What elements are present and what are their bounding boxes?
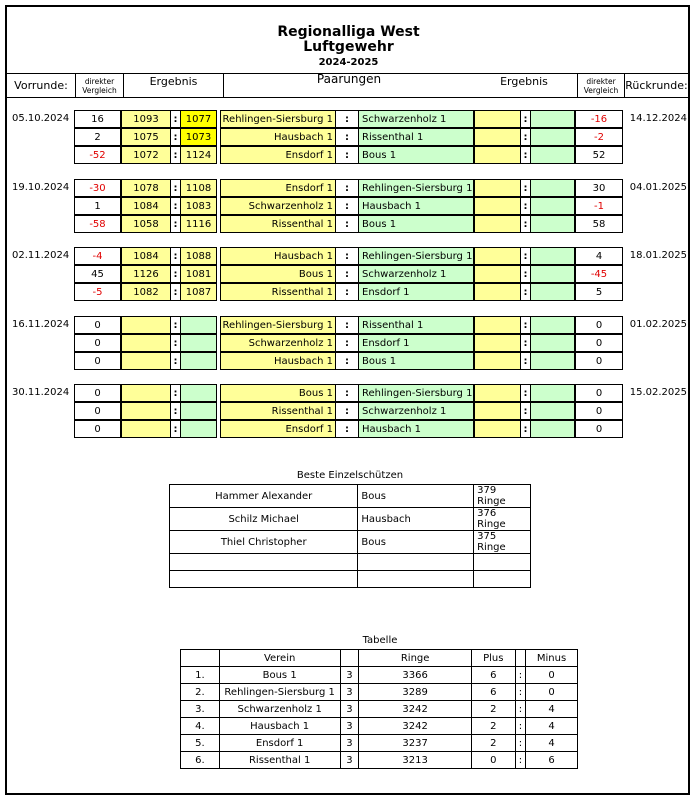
team-away: Ensdorf 1 (358, 283, 474, 301)
plus-points: 0 (471, 752, 515, 769)
standings-row (181, 701, 578, 718)
plus-points: 6 (471, 667, 515, 684)
result-home (121, 384, 171, 402)
return-result-separator: : (521, 179, 530, 197)
shooter-name (170, 554, 358, 571)
result-separator: : (171, 179, 180, 197)
result-separator: : (171, 110, 180, 128)
team-home: Bous 1 (220, 265, 336, 283)
direct-comparison: -4 (74, 247, 121, 265)
fixture-row (0, 215, 697, 233)
standings-row (181, 735, 578, 752)
points-separator: : (515, 752, 525, 769)
shooter-club (358, 554, 474, 571)
result-away (180, 352, 217, 370)
team-home: Ensdorf 1 (220, 146, 336, 164)
direkter-vergleich-header (76, 74, 123, 97)
return-result-away (530, 316, 575, 334)
result-separator: : (171, 420, 180, 438)
direct-comparison: -58 (74, 215, 121, 233)
team-home: Rissenthal 1 (220, 402, 336, 420)
rank: 1. (181, 667, 220, 684)
standings-title: Tabelle (362, 635, 398, 646)
plus-points: 2 (471, 718, 515, 735)
games-played: 3 (340, 701, 359, 718)
pairing-separator: : (336, 420, 358, 438)
team-home: Ensdorf 1 (220, 179, 336, 197)
team-home: Schwarzenholz 1 (220, 197, 336, 215)
total-rings: 3289 (359, 684, 471, 701)
fixture-row (0, 265, 697, 283)
games-played: 3 (340, 684, 359, 701)
team-home: Schwarzenholz 1 (220, 334, 336, 352)
vergleich-label-right: Vergleich (583, 85, 619, 95)
rank: 3. (181, 701, 220, 718)
result-home (121, 420, 171, 438)
direct-comparison: 0 (74, 316, 121, 334)
paarungen-header: Paarungen (316, 72, 382, 86)
team-home: Rehlingen-Siersburg 1 (220, 316, 336, 334)
result-away: 1108 (180, 179, 217, 197)
result-home: 1058 (121, 215, 171, 233)
result-home: 1072 (121, 146, 171, 164)
team-away: Hausbach 1 (358, 420, 474, 438)
team-home: Bous 1 (220, 384, 336, 402)
return-result-away (530, 420, 575, 438)
return-result-away (530, 384, 575, 402)
team-away: Rehlingen-Siersburg 1 (358, 247, 474, 265)
result-away: 1081 (180, 265, 217, 283)
pairing-separator: : (336, 215, 358, 233)
team-home: Rissenthal 1 (220, 215, 336, 233)
minus-points: 6 (526, 752, 578, 769)
shooter-club: Hausbach (358, 508, 474, 531)
shooter-name: Hammer Alexander (170, 485, 358, 508)
return-result-away (530, 179, 575, 197)
return-result-separator: : (521, 384, 530, 402)
return-result-away (530, 247, 575, 265)
return-result-home (474, 283, 521, 301)
plus-points: 2 (471, 701, 515, 718)
pairing-separator: : (336, 146, 358, 164)
return-result-separator: : (521, 402, 530, 420)
return-result-away (530, 146, 575, 164)
pairing-separator: : (336, 402, 358, 420)
fixture-row (0, 128, 697, 146)
direct-comparison: 0 (74, 402, 121, 420)
team-away: Schwarzenholz 1 (358, 265, 474, 283)
club-name: Schwarzenholz 1 (219, 701, 340, 718)
return-result-away (530, 197, 575, 215)
vorrunde-header: Vorrunde: (14, 79, 68, 92)
plus-points: 6 (471, 684, 515, 701)
shooter-club: Bous (358, 485, 474, 508)
team-away: Rehlingen-Siersburg 1 (358, 179, 474, 197)
result-separator: : (171, 352, 180, 370)
return-result-separator: : (521, 215, 530, 233)
pairing-separator: : (336, 316, 358, 334)
return-result-home (474, 402, 521, 420)
total-rings: 3366 (359, 667, 471, 684)
standings-row (181, 667, 578, 684)
result-away (180, 384, 217, 402)
result-separator: : (171, 283, 180, 301)
pairing-separator: : (336, 384, 358, 402)
club-name: Rehlingen-Siersburg 1 (219, 684, 340, 701)
fixture-row (0, 316, 697, 334)
result-home: 1075 (121, 128, 171, 146)
rueckrunde-header: Rückrunde: (625, 79, 688, 92)
return-result-separator: : (521, 146, 530, 164)
direct-comparison: -30 (74, 179, 121, 197)
team-away: Schwarzenholz 1 (358, 110, 474, 128)
direct-comparison: -5 (74, 283, 121, 301)
team-away: Bous 1 (358, 146, 474, 164)
result-away: 1087 (180, 283, 217, 301)
direct-comparison: 1 (74, 197, 121, 215)
result-home (121, 316, 171, 334)
return-result-home (474, 128, 521, 146)
fixture-row (0, 334, 697, 352)
fixture-row (0, 384, 697, 402)
shooter-score (474, 571, 531, 588)
return-result-separator: : (521, 247, 530, 265)
games-played: 3 (340, 718, 359, 735)
games-header (340, 650, 359, 667)
rueckrunde-date: 18.01.2025 (629, 250, 687, 261)
return-result-home (474, 420, 521, 438)
games-played: 3 (340, 735, 359, 752)
club-name: Rissenthal 1 (219, 752, 340, 769)
vorrunde-date: 16.11.2024 (12, 319, 70, 330)
return-result-home (474, 316, 521, 334)
shooter-club: Bous (358, 531, 474, 554)
return-direct-comparison: -1 (575, 197, 623, 215)
club-name: Bous 1 (219, 667, 340, 684)
return-result-home (474, 247, 521, 265)
fixture-row (0, 283, 697, 301)
direct-comparison: -52 (74, 146, 121, 164)
return-direct-comparison: 0 (575, 316, 623, 334)
ergebnis-header-left: Ergebnis (149, 75, 198, 88)
return-result-home (474, 352, 521, 370)
points-separator: : (515, 718, 525, 735)
points-separator: : (515, 684, 525, 701)
shooter-score: 379 Ringe (474, 485, 531, 508)
points-separator: : (515, 667, 525, 684)
result-separator: : (171, 384, 180, 402)
return-result-away (530, 110, 575, 128)
result-away: 1073 (180, 128, 217, 146)
result-home: 1126 (121, 265, 171, 283)
return-direct-comparison: 5 (575, 283, 623, 301)
result-separator: : (171, 334, 180, 352)
vorrunde-date: 02.11.2024 (12, 250, 70, 261)
return-result-home (474, 334, 521, 352)
return-direct-comparison: 58 (575, 215, 623, 233)
result-separator: : (171, 247, 180, 265)
colon-header (515, 650, 525, 667)
result-home: 1078 (121, 179, 171, 197)
result-home: 1084 (121, 247, 171, 265)
team-home: Hausbach 1 (220, 247, 336, 265)
fixture-row (0, 179, 697, 197)
return-direct-comparison: 0 (575, 334, 623, 352)
club-name: Ensdorf 1 (219, 735, 340, 752)
result-home (121, 334, 171, 352)
team-home: Ensdorf 1 (220, 420, 336, 438)
result-separator: : (171, 316, 180, 334)
result-home: 1082 (121, 283, 171, 301)
games-played: 3 (340, 667, 359, 684)
return-direct-comparison: -16 (575, 110, 623, 128)
team-away: Bous 1 (358, 352, 474, 370)
fixture-row (0, 352, 697, 370)
vorrunde-date: 30.11.2024 (12, 387, 70, 398)
return-result-separator: : (521, 110, 530, 128)
return-result-separator: : (521, 128, 530, 146)
pairing-separator: : (336, 283, 358, 301)
team-away: Schwarzenholz 1 (358, 402, 474, 420)
standings-header-row (181, 650, 578, 667)
team-away: Rissenthal 1 (358, 128, 474, 146)
result-separator: : (171, 215, 180, 233)
result-home (121, 402, 171, 420)
pairing-separator: : (336, 128, 358, 146)
fixture-row (0, 402, 697, 420)
minus-points: 4 (526, 735, 578, 752)
pairing-separator: : (336, 179, 358, 197)
total-rings: 3242 (359, 718, 471, 735)
direkter-vergleich-header-right (578, 74, 624, 97)
minus-points: 4 (526, 701, 578, 718)
fixture-row (0, 197, 697, 215)
rank: 6. (181, 752, 220, 769)
direct-comparison: 0 (74, 352, 121, 370)
result-away (180, 316, 217, 334)
return-direct-comparison: 0 (575, 352, 623, 370)
standings-table (180, 649, 578, 769)
result-away: 1124 (180, 146, 217, 164)
direct-comparison: 0 (74, 334, 121, 352)
return-direct-comparison: -45 (575, 265, 623, 283)
season-label: 2024-2025 (318, 57, 379, 68)
return-result-away (530, 352, 575, 370)
result-separator: : (171, 128, 180, 146)
result-away: 1077 (180, 110, 217, 128)
result-away (180, 334, 217, 352)
best-shooter-row (170, 508, 531, 531)
fixture-row (0, 247, 697, 265)
minus-points: 0 (526, 684, 578, 701)
plus-header: Plus (471, 650, 515, 667)
team-home: Rissenthal 1 (220, 283, 336, 301)
result-home: 1084 (121, 197, 171, 215)
pairing-separator: : (336, 247, 358, 265)
return-result-away (530, 265, 575, 283)
standings-row (181, 684, 578, 701)
shooter-name: Schilz Michael (170, 508, 358, 531)
team-away: Bous 1 (358, 215, 474, 233)
result-separator: : (171, 265, 180, 283)
games-played: 3 (340, 752, 359, 769)
shooter-name: Thiel Christopher (170, 531, 358, 554)
team-home: Rehlingen-Siersburg 1 (220, 110, 336, 128)
return-result-separator: : (521, 197, 530, 215)
shooter-score: 376 Ringe (474, 508, 531, 531)
best-shooter-row (170, 571, 531, 588)
result-away: 1116 (180, 215, 217, 233)
column-header-row (7, 73, 688, 98)
return-result-home (474, 146, 521, 164)
return-result-away (530, 334, 575, 352)
return-direct-comparison: -2 (575, 128, 623, 146)
return-direct-comparison: 30 (575, 179, 623, 197)
direct-comparison: 16 (74, 110, 121, 128)
rueckrunde-date: 14.12.2024 (629, 113, 687, 124)
direkter-label: direkter (84, 76, 115, 86)
standings-row (181, 752, 578, 769)
return-result-home (474, 179, 521, 197)
result-separator: : (171, 197, 180, 215)
direct-comparison: 0 (74, 420, 121, 438)
shooter-club (358, 571, 474, 588)
fixture-row (0, 146, 697, 164)
minus-points: 4 (526, 718, 578, 735)
pairing-separator: : (336, 334, 358, 352)
return-direct-comparison: 4 (575, 247, 623, 265)
return-result-separator: : (521, 352, 530, 370)
return-result-separator: : (521, 334, 530, 352)
pairing-separator: : (336, 197, 358, 215)
club-name: Hausbach 1 (219, 718, 340, 735)
points-separator: : (515, 735, 525, 752)
total-rings: 3242 (359, 701, 471, 718)
direkter-label-right: direkter (586, 76, 616, 86)
team-away: Rissenthal 1 (358, 316, 474, 334)
return-result-home (474, 110, 521, 128)
page-title: Regionalliga West (277, 24, 420, 40)
best-shooters-table (169, 484, 531, 588)
vergleich-label: Vergleich (82, 85, 117, 95)
minus-points: 0 (526, 667, 578, 684)
points-separator: : (515, 701, 525, 718)
result-away (180, 420, 217, 438)
team-home: Hausbach 1 (220, 128, 336, 146)
return-direct-comparison: 0 (575, 420, 623, 438)
rueckrunde-date: 04.01.2025 (629, 182, 687, 193)
vorrunde-date: 19.10.2024 (12, 182, 70, 193)
return-result-away (530, 283, 575, 301)
return-result-separator: : (521, 420, 530, 438)
return-result-away (530, 128, 575, 146)
result-away (180, 402, 217, 420)
return-result-separator: : (521, 316, 530, 334)
fixture-row (0, 110, 697, 128)
best-shooter-row (170, 531, 531, 554)
rueckrunde-date: 15.02.2025 (629, 387, 687, 398)
result-separator: : (171, 402, 180, 420)
rank-header (181, 650, 220, 667)
result-away: 1088 (180, 247, 217, 265)
team-home: Hausbach 1 (220, 352, 336, 370)
vorrunde-date: 05.10.2024 (12, 113, 70, 124)
rank: 4. (181, 718, 220, 735)
return-result-home (474, 265, 521, 283)
result-separator: : (171, 146, 180, 164)
rueckrunde-date: 01.02.2025 (629, 319, 687, 330)
return-result-away (530, 402, 575, 420)
best-shooter-row (170, 485, 531, 508)
direct-comparison: 2 (74, 128, 121, 146)
result-home: 1093 (121, 110, 171, 128)
rank: 5. (181, 735, 220, 752)
return-result-away (530, 215, 575, 233)
return-result-home (474, 197, 521, 215)
verein-header: Verein (219, 650, 340, 667)
return-direct-comparison: 0 (575, 384, 623, 402)
shooter-score: 375 Ringe (474, 531, 531, 554)
best-shooters-title: Beste Einzelschützen (296, 470, 404, 481)
team-away: Hausbach 1 (358, 197, 474, 215)
page-subtitle: Luftgewehr (303, 39, 394, 55)
best-shooter-row (170, 554, 531, 571)
team-away: Rehlingen-Siersburg 1 (358, 384, 474, 402)
pairing-separator: : (336, 265, 358, 283)
rank: 2. (181, 684, 220, 701)
return-result-separator: : (521, 265, 530, 283)
return-direct-comparison: 52 (575, 146, 623, 164)
pairing-separator: : (336, 352, 358, 370)
standings-row (181, 718, 578, 735)
pairing-separator: : (336, 110, 358, 128)
team-away: Ensdorf 1 (358, 334, 474, 352)
plus-points: 2 (471, 735, 515, 752)
direct-comparison: 45 (74, 265, 121, 283)
return-direct-comparison: 0 (575, 402, 623, 420)
shooter-score (474, 554, 531, 571)
result-home (121, 352, 171, 370)
ergebnis-header-right: Ergebnis (500, 75, 548, 88)
result-away: 1083 (180, 197, 217, 215)
shooter-name (170, 571, 358, 588)
total-rings: 3213 (359, 752, 471, 769)
total-rings: 3237 (359, 735, 471, 752)
ringe-header: Ringe (359, 650, 471, 667)
return-result-separator: : (521, 283, 530, 301)
fixture-row (0, 420, 697, 438)
minus-header: Minus (526, 650, 578, 667)
return-result-home (474, 215, 521, 233)
return-result-home (474, 384, 521, 402)
direct-comparison: 0 (74, 384, 121, 402)
